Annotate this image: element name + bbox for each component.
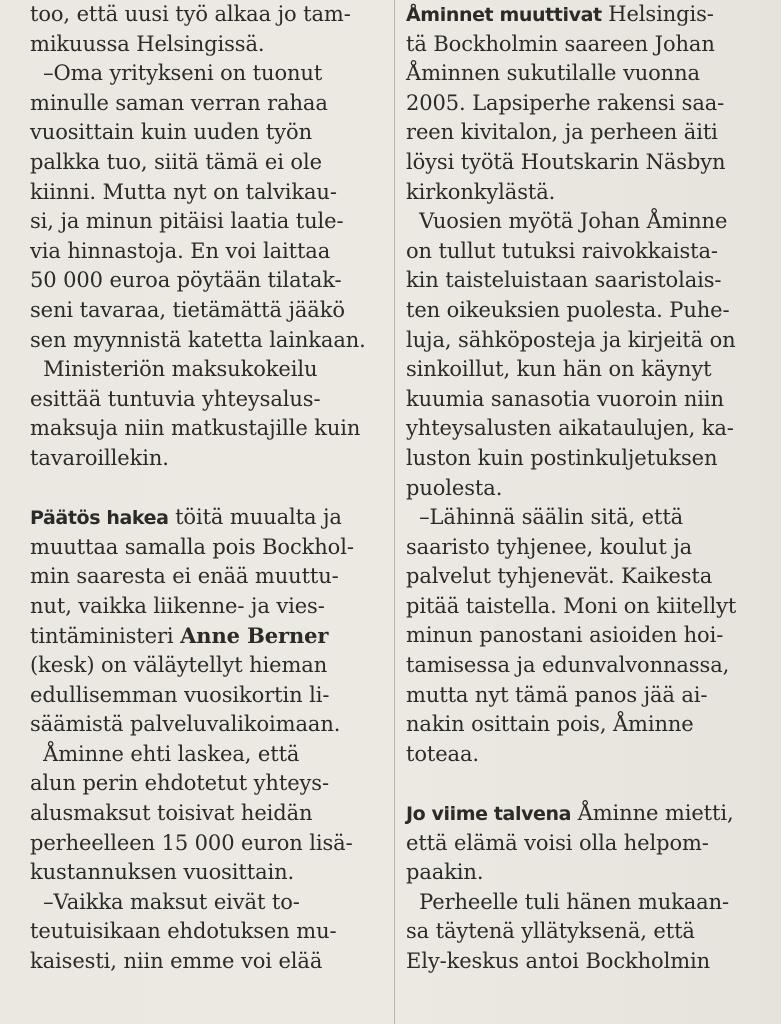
text-line	[30, 621, 382, 651]
line-text: toteaa.	[406, 741, 479, 766]
text-line	[30, 237, 382, 267]
text-line	[406, 858, 760, 888]
line-text: min saaresta ei enää muuttu-	[30, 564, 339, 589]
line-text: kiinni. Mutta nyt on talvikau-	[30, 179, 337, 204]
text-line	[30, 0, 382, 30]
line-text: Helsingis-	[601, 2, 714, 26]
text-line	[406, 207, 760, 237]
text-line	[30, 562, 382, 592]
person-name: Anne Berner	[180, 623, 329, 649]
text-line	[30, 769, 382, 799]
text-line	[406, 474, 760, 504]
line-text: säämistä palveluvalikoimaan.	[30, 712, 341, 737]
line-text: nut, vaikka liikenne- ja vies-	[30, 593, 325, 618]
line-text: Åminne ehti laskea, että	[30, 741, 300, 766]
text-line	[406, 503, 760, 533]
text-line	[30, 296, 382, 326]
line-text: löysi työtä Houtskarin Näsbyn	[406, 149, 726, 174]
text-line	[406, 355, 760, 385]
text-line	[30, 326, 382, 356]
line-text: luja, sähköposteja ja kirjeitä on	[406, 327, 736, 352]
line-text: kustannuksen vuosittain.	[30, 860, 295, 885]
text-line	[406, 326, 760, 356]
line-text: ten oikeuksien puolesta. Puhe-	[406, 297, 730, 322]
line-text: paakin.	[406, 860, 484, 885]
line-text: Åminne mietti,	[571, 801, 734, 826]
text-line	[406, 681, 760, 711]
text-line	[30, 89, 382, 119]
text-line	[30, 207, 382, 237]
line-text: mutta nyt tämä panos jää ai-	[406, 682, 708, 707]
text-line	[30, 266, 382, 296]
line-text: (kesk) on väläytellyt hieman	[30, 653, 328, 678]
line-text: tintäministeri	[30, 624, 181, 649]
line-text: palvelut tyhjenevät. Kaikesta	[406, 564, 713, 589]
lead-in-heading: Åminnet muuttivat	[406, 4, 602, 26]
text-line	[406, 888, 760, 918]
line-text: tä Bockholmin saareen Johan	[406, 31, 715, 56]
line-text: sinkoillut, kun hän on käynyt	[406, 357, 712, 382]
text-line	[30, 592, 382, 622]
line-text: minulle saman verran rahaa	[30, 90, 328, 115]
text-line	[406, 533, 760, 563]
line-text: 50 000 euroa pöytään tilatak-	[30, 268, 342, 293]
text-line	[406, 947, 760, 977]
line-text: 2005. Lapsiperhe rakensi saa-	[406, 90, 725, 115]
line-text: si, ja minun pitäisi laatia tule-	[30, 209, 344, 234]
line-text: on tullut tutuksi raivokkaista-	[406, 238, 718, 263]
text-line	[30, 414, 382, 444]
text-line	[406, 59, 760, 89]
text-line	[30, 30, 382, 60]
article-column-right	[406, 0, 760, 977]
text-line	[406, 178, 760, 208]
line-text: muuttaa samalla pois Bockhol-	[30, 534, 354, 559]
line-text: pitää taistella. Moni on kiitellyt	[406, 593, 737, 618]
text-line	[30, 740, 382, 770]
text-line	[406, 592, 760, 622]
line-text: tavaroillekin.	[30, 445, 169, 470]
line-text: alun perin ehdotetut yhteys-	[30, 771, 329, 796]
text-line	[406, 237, 760, 267]
line-text: puolesta.	[406, 475, 503, 500]
text-line	[30, 385, 382, 415]
line-text: kuumia sanasotia vuoroin niin	[406, 386, 724, 411]
text-line	[406, 296, 760, 326]
article-column-left	[30, 0, 382, 977]
text-line	[30, 503, 382, 533]
line-text: palkka tuo, siitä tämä ei ole	[30, 149, 322, 174]
line-text: mikuussa Helsingissä.	[30, 31, 265, 56]
text-line	[406, 710, 760, 740]
line-text: –Oma yritykseni on tuonut	[30, 61, 323, 86]
text-line	[406, 148, 760, 178]
line-text: esittää tuntuvia yhteysalus-	[30, 386, 321, 411]
text-line	[30, 710, 382, 740]
line-text: nakin osittain pois, Åminne	[406, 712, 694, 737]
line-text: saaristo tyhjenee, koulut ja	[406, 534, 693, 559]
text-line	[406, 414, 760, 444]
text-line	[406, 651, 760, 681]
text-line	[406, 621, 760, 651]
line-text: via hinnastoja. En voi laittaa	[30, 238, 331, 263]
text-line	[406, 385, 760, 415]
lead-in-heading: Päätös hakea	[30, 507, 169, 530]
text-line	[30, 651, 382, 681]
line-text: too, että uusi työ alkaa jo tam-	[30, 2, 351, 26]
text-line	[406, 0, 760, 30]
line-text: että elämä voisi olla helpom-	[406, 830, 709, 855]
text-line	[30, 888, 382, 918]
line-text: seni tavaraa, tietämättä jääkö	[30, 297, 345, 322]
lead-in-heading: Jo viime talvena	[406, 803, 572, 826]
line-text: sa täytenä yllätyksenä, että	[406, 919, 695, 944]
paragraph-gap	[30, 474, 382, 504]
text-line	[30, 148, 382, 178]
line-text: Vuosien myötä Johan Åminne	[406, 209, 728, 234]
line-text: kirkonkylästä.	[406, 179, 556, 204]
text-line	[406, 89, 760, 119]
text-line	[30, 178, 382, 208]
text-line	[30, 681, 382, 711]
text-line	[30, 444, 382, 474]
line-text: maksuja niin matkustajille kuin	[30, 416, 361, 441]
text-line	[30, 59, 382, 89]
line-text: kaisesti, niin emme voi elää	[30, 949, 323, 973]
line-text: tamisessa ja edunvalvonnassa,	[406, 653, 730, 678]
text-line	[30, 799, 382, 829]
text-line	[406, 118, 760, 148]
line-text: luston kuin postinkuljetuksen	[406, 445, 718, 470]
line-text: –Lähinnä säälin sitä, että	[406, 505, 684, 530]
line-text: Ministeriön maksukokeilu	[30, 357, 318, 382]
line-text: reen kivitalon, ja perheen äiti	[406, 120, 718, 145]
paragraph-gap	[406, 769, 760, 799]
text-line	[30, 355, 382, 385]
line-text: edullisemman vuosikortin li-	[30, 682, 330, 707]
text-line	[406, 829, 760, 859]
line-text: Åminnen sukutilalle vuonna	[406, 61, 700, 86]
line-text: perheelleen 15 000 euron lisä-	[30, 830, 353, 855]
text-line	[406, 30, 760, 60]
line-text: kin taisteluistaan saaristolais-	[406, 268, 722, 293]
text-line	[406, 917, 760, 947]
text-line	[30, 858, 382, 888]
line-text: sen myynnistä katetta lainkaan.	[30, 327, 366, 352]
text-line	[406, 799, 760, 829]
text-line	[30, 533, 382, 563]
line-text: Perheelle tuli hänen mukaan-	[406, 889, 730, 914]
line-text: alusmaksut toisivat heidän	[30, 801, 313, 826]
text-line	[30, 947, 382, 977]
column-divider	[394, 0, 395, 1024]
line-text: töitä muualta ja	[168, 505, 342, 530]
line-text: vuosittain kuin uuden työn	[30, 120, 312, 145]
line-text: minun panostani asioiden hoi-	[406, 623, 724, 648]
text-line	[406, 444, 760, 474]
text-line	[406, 266, 760, 296]
line-text: teutuisikaan ehdotuksen mu-	[30, 919, 337, 944]
line-text: Ely-keskus antoi Bockholmin	[406, 949, 711, 973]
line-text: –Vaikka maksut eivät to-	[30, 889, 300, 914]
text-line	[30, 917, 382, 947]
text-line	[30, 829, 382, 859]
line-text: yhteysalusten aikataulujen, ka-	[406, 416, 734, 441]
text-line	[30, 118, 382, 148]
text-line	[406, 562, 760, 592]
text-line	[406, 740, 760, 770]
